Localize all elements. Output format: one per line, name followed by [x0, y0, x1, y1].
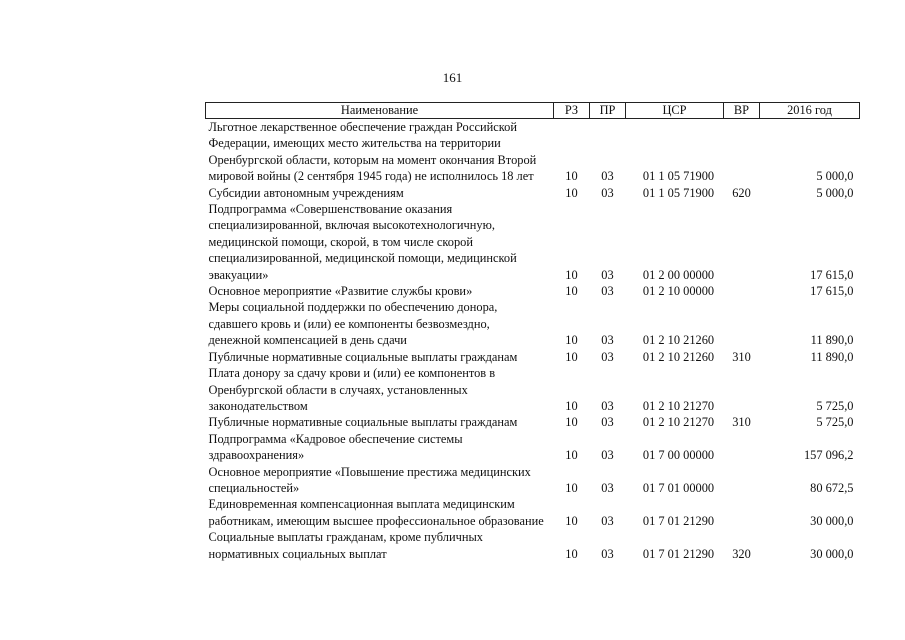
- row-rz: 10: [565, 415, 578, 430]
- row-sum: 5 725,0: [816, 415, 854, 430]
- row-csr: 01 2 10 21260: [642, 349, 715, 364]
- row-name: Основное мероприятие «Развитие службы крови»: [208, 284, 473, 299]
- row-csr: 01 7 01 21290: [642, 546, 715, 561]
- row-name: Льготное лекарственное обеспечение граждан Российской Федерации, имеющих место жительства на территории Оренбургской области, которым на момент окончания Второй мировой войны (2 сентября 1945 года) не исполнилось 18 лет: [208, 120, 537, 184]
- row-sum: 30 000,0: [810, 546, 854, 561]
- row-vr: [724, 496, 760, 529]
- table-row: [206, 464, 860, 497]
- row-rz: 10: [565, 349, 578, 364]
- row-sum: 17 615,0: [810, 284, 854, 299]
- row-sum: 11 890,0: [810, 333, 854, 348]
- row-csr: 01 1 05 71900: [642, 169, 715, 184]
- header-rz: РЗ: [554, 103, 590, 119]
- row-vr: [724, 283, 760, 299]
- row-vr: [724, 299, 760, 348]
- table-row: [206, 496, 860, 529]
- row-csr: 01 7 00 00000: [642, 448, 715, 463]
- table-row: [206, 185, 860, 201]
- row-vr: [724, 201, 760, 283]
- row-csr: 01 7 01 21290: [642, 513, 715, 528]
- row-name: Меры социальной поддержки по обеспечению донора, сдавшего кровь и (или) ее компоненты безвозмездно, денежной компенсацией в день сдачи: [208, 300, 498, 348]
- row-name: Подпрограмма «Кадровое обеспечение системы здравоохранения»: [208, 431, 463, 463]
- budget-table: [205, 102, 860, 562]
- row-rz: 10: [565, 513, 578, 528]
- table-row: [206, 431, 860, 464]
- table-row: [206, 299, 860, 348]
- page-number: 161: [442, 70, 463, 85]
- row-rz: 10: [565, 546, 578, 561]
- header-csr: ЦСР: [626, 103, 724, 119]
- row-sum: 5 000,0: [816, 185, 854, 200]
- row-pr: 03: [601, 185, 614, 200]
- row-name: Публичные нормативные социальные выплаты гражданам: [208, 415, 518, 430]
- row-pr: 03: [601, 333, 614, 348]
- row-vr: [724, 431, 760, 464]
- row-pr: 03: [601, 415, 614, 430]
- row-vr: 320: [732, 546, 751, 561]
- row-rz: 10: [565, 169, 578, 184]
- row-sum: 157 096,2: [803, 448, 854, 463]
- row-name: Подпрограмма «Совершенствование оказания специализированной, включая высокотехнологичную, медицинской помощи, скорой, в том числе скорой специализированной, медицинской помощи, медицинской эвакуации»: [208, 202, 517, 282]
- row-csr: 01 7 01 00000: [642, 480, 715, 495]
- row-csr: 01 2 10 00000: [642, 284, 715, 299]
- row-sum: 30 000,0: [810, 513, 854, 528]
- row-name: Плата донору за сдачу крови и (или) ее компонентов в Оренбургской области в случаях, установленных законодательством: [208, 366, 496, 413]
- header-year: 2016 год: [760, 103, 860, 119]
- table-row: [206, 529, 860, 562]
- row-rz: 10: [565, 185, 578, 200]
- row-sum: 80 672,5: [810, 480, 854, 495]
- row-pr: 03: [601, 546, 614, 561]
- row-pr: 03: [601, 398, 614, 413]
- row-name: Субсидии автономным учреждениям: [208, 185, 404, 200]
- row-pr: 03: [601, 169, 614, 184]
- row-rz: 10: [565, 398, 578, 413]
- row-rz: 10: [565, 333, 578, 348]
- row-name: Публичные нормативные социальные выплаты гражданам: [208, 349, 518, 364]
- row-pr: 03: [601, 349, 614, 364]
- row-pr: 03: [601, 448, 614, 463]
- table-row: [206, 349, 860, 365]
- table-row: [206, 201, 860, 283]
- table-row: [206, 365, 860, 414]
- row-pr: 03: [601, 513, 614, 528]
- row-rz: 10: [565, 284, 578, 299]
- row-name: Социальные выплаты гражданам, кроме публичных нормативных социальных выплат: [208, 530, 483, 561]
- row-rz: 10: [565, 480, 578, 495]
- row-vr: [724, 119, 760, 185]
- row-pr: 03: [601, 267, 614, 282]
- row-csr: 01 1 05 71900: [642, 185, 715, 200]
- table-row: [206, 414, 860, 430]
- row-name: Основное мероприятие «Повышение престижа медицинских специальностей»: [208, 464, 531, 495]
- row-csr: 01 2 10 21270: [642, 415, 715, 430]
- row-vr: 620: [732, 185, 751, 200]
- header-name: Наименование: [206, 103, 554, 119]
- row-vr: 310: [732, 415, 751, 430]
- row-csr: 01 2 10 21270: [642, 398, 715, 413]
- table-row: [206, 283, 860, 299]
- row-pr: 03: [601, 284, 614, 299]
- row-sum: 5 725,0: [816, 398, 854, 413]
- row-sum: 5 000,0: [816, 169, 854, 184]
- header-vr: ВР: [724, 103, 760, 119]
- row-vr: [724, 464, 760, 497]
- header-pr: ПР: [590, 103, 626, 119]
- row-pr: 03: [601, 480, 614, 495]
- table-header-row: [206, 103, 860, 119]
- table-row: [206, 119, 860, 185]
- row-vr: [724, 365, 760, 414]
- row-vr: 310: [732, 349, 751, 364]
- row-rz: 10: [565, 267, 578, 282]
- row-sum: 17 615,0: [810, 267, 854, 282]
- row-csr: 01 2 10 21260: [642, 333, 715, 348]
- row-name: Единовременная компенсационная выплата медицинским работникам, имеющим высшее профессиональное образование: [208, 497, 544, 528]
- row-sum: 11 890,0: [810, 349, 854, 364]
- row-rz: 10: [565, 448, 578, 463]
- row-csr: 01 2 00 00000: [642, 267, 715, 282]
